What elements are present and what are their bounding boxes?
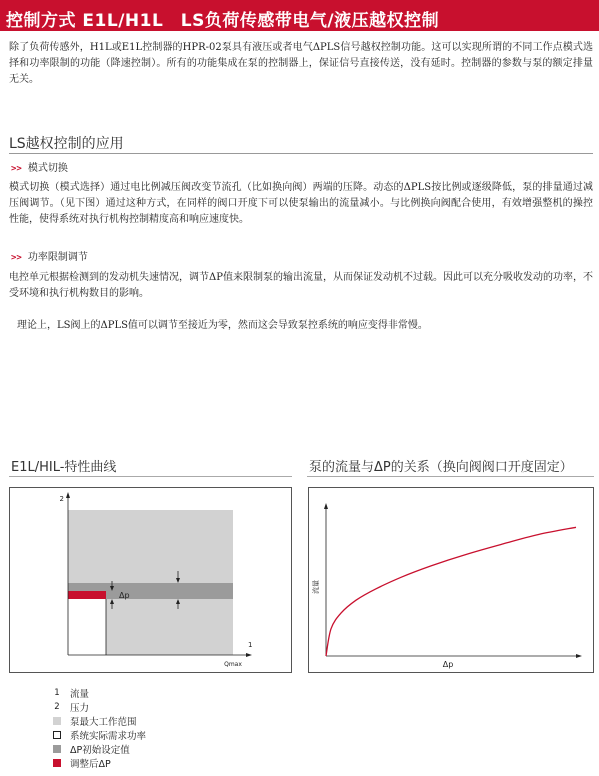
light-grey-swatch — [53, 717, 61, 725]
adjusted-dp-band — [68, 591, 106, 599]
legend-label: 流量 — [70, 689, 90, 700]
legend-key: 1 — [54, 688, 60, 698]
mode-switch-paragraph: 模式切换（模式选择）通过电比例减压阀改变节流孔（比如换向阀）两端的压降。动态的ΔPLS按比例或逐级降低，泵的排量通过减压阀调节。（见下图）通过这种方式，在同样的阀口开度下可以使泵输出的流量减小。与比例换向阀配合使用，有效增强整机的操控性能，使得系统对执行机构控制精度高和响应速度快。 — [9, 182, 593, 225]
red-swatch — [53, 759, 61, 767]
dark-grey-swatch — [53, 745, 61, 753]
legend-item-max-range — [52, 714, 137, 728]
left-chart-divider — [9, 476, 292, 477]
subsection-power-limit — [11, 248, 88, 263]
legend-item-pressure — [52, 700, 89, 714]
left-chart-title: E1L/HIL-特性曲线 — [11, 460, 117, 475]
legend-label: 调整后ΔP — [70, 759, 111, 770]
page-title: 控制方式 E1L/H1L LS负荷传感带电气/液压越权控制 — [6, 11, 440, 31]
power-limit-paragraph: 电控单元根据检测到的发动机失速情况，调节ΔP值来限制泵的输出流量，从而保证发动机不过载。因此可以充分吸收发动的功率，不受环境和执行机构数目的影响。 — [9, 272, 593, 299]
double-chevron-icon: >> — [11, 164, 22, 174]
right-chart-title: 泵的流量与ΔP的关系（换向阀阀口开度固定） — [309, 460, 573, 475]
right-chart-divider — [307, 476, 594, 477]
legend-label: 泵最大工作范围 — [70, 717, 137, 728]
white-swatch — [53, 731, 61, 739]
dp-label: Δp — [119, 591, 130, 600]
section-divider — [9, 153, 593, 154]
characteristic-diagram — [9, 487, 292, 673]
double-chevron-icon: >> — [11, 253, 22, 263]
subsection-mode-switch — [11, 159, 68, 174]
legend-label: 压力 — [70, 703, 90, 714]
legend-key: 2 — [54, 702, 60, 712]
y-axis-label: 2 — [59, 495, 64, 503]
subsection-title: 模式切换 — [27, 163, 68, 174]
subsection-title: 功率限制调节 — [27, 252, 88, 263]
qmax-tick-label: Qmax — [224, 661, 242, 668]
note-paragraph: 理论上，LS阀上的ΔPLS值可以调节至接近为零，然而这会导致泵控系统的响应变得非常慢。 — [17, 320, 428, 331]
legend-item-adjusted-dp — [52, 756, 111, 770]
legend-label: 系统实际需求功率 — [70, 731, 147, 742]
flow-vs-dp-chart — [308, 487, 594, 673]
legend-label: ΔP初始设定值 — [70, 745, 130, 756]
actual-demand-area — [68, 599, 106, 655]
legend-item-initial-dp — [52, 742, 130, 756]
section-title: LS越权控制的应用 — [9, 136, 124, 152]
x-axis-label: Δp — [442, 660, 454, 669]
y-axis-label: 流量 — [312, 580, 320, 594]
title-banner — [0, 0, 599, 31]
chart-frame — [309, 488, 594, 673]
intro-paragraph: 除了负荷传感外，H1L或E1L控制器的HPR-02泵具有液压或者电气ΔPLS信号越权控制功能。这可以实现所谓的不同工作点模式选择和功率限制的功能（降速控制）。所有的功能集成在泵的控制器上，保证信号直接传送，没有延时。控制器的参数与泵的额定排量无关。 — [9, 42, 593, 85]
legend-item-flow — [52, 686, 89, 700]
x-axis-label: 1 — [248, 641, 253, 649]
legend-item-actual-demand — [52, 728, 146, 742]
